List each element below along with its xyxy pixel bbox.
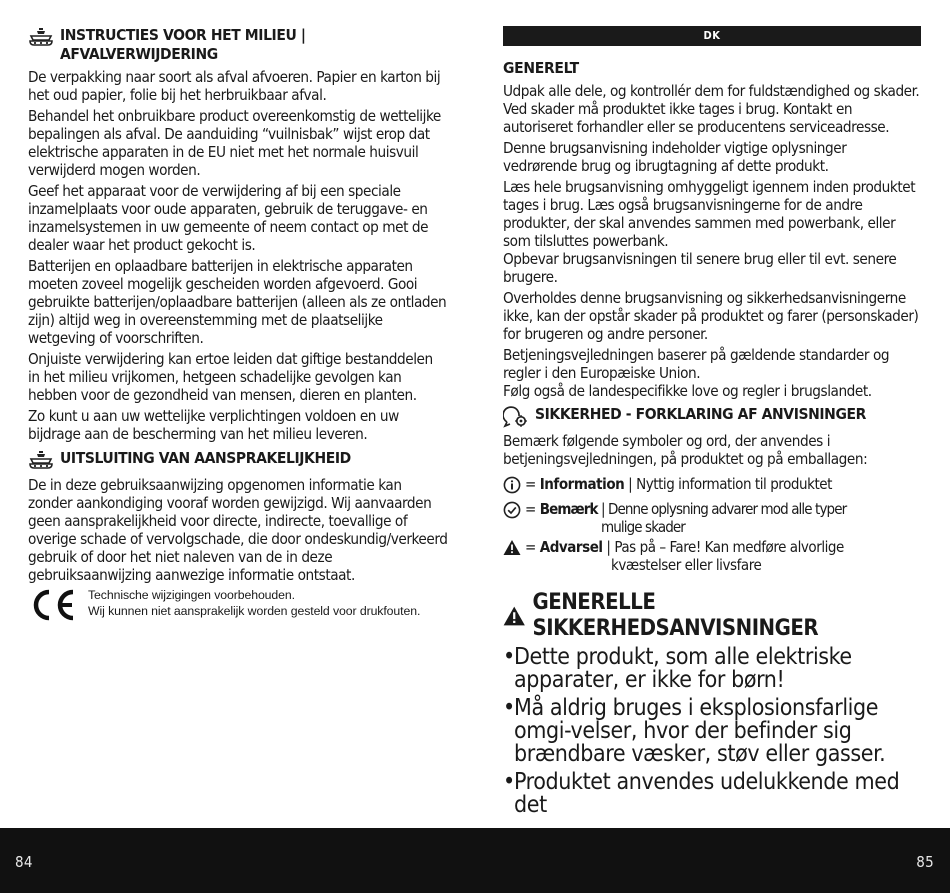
list-item: • Må aldrig bruges i eksplosionsfarlige omgi-velser, hvor der befinder sig brændbare væsker, støv eller gasser.: [503, 697, 921, 766]
paragraph: Batterijen en oplaadbare batterijen in elektrische apparaten moeten zoveel mogelijk gescheiden worden afgevoerd. Gooi gebruikte batterijen/oplaadbare batterijen (alleen als ze ontladen zijn) altijd weg in overeenstemming met de plaatselijke wetgeving of voorschriften.: [28, 257, 447, 347]
left-column: [28, 26, 448, 622]
bullet-text: Må aldrig bruges i eksplosionsfarlige omgi-velser, hvor der befinder sig brændbare væsker, støv eller gasser.: [514, 695, 886, 767]
section-environment-title: INSTRUCTIES VOOR HET MILIEU | AFVALVERWIJDERING: [60, 26, 306, 63]
section-general-title: GENERELT: [503, 59, 579, 77]
paragraph: De verpakking naar soort als afval afvoeren. Papier en karton bij het oud papier, folie bij het herbruikbaar afval.: [28, 68, 441, 104]
paragraph: Zo kunt u aan uw wettelijke verplichtingen voldoen en uw bijdrage aan de bescherming van het milieu leveren.: [28, 407, 399, 443]
ce-mark-label: CE: [28, 588, 30, 589]
warning-icon: [503, 539, 521, 556]
language-tab: DK: [503, 26, 921, 46]
symbol-description: | Denne oplysning advarer mod alle typer: [597, 500, 847, 518]
symbol-prefix: =: [525, 538, 540, 556]
ce-notice-text: [88, 588, 420, 619]
list-item: • Produktet anvendes udelukkende med det: [503, 771, 921, 817]
general-safety-title: GENERELLE SIKKERHEDSANVISNINGER: [532, 590, 819, 641]
safety-gear-icon: [503, 406, 529, 428]
symbol-prefix: =: [525, 500, 540, 518]
bullet-text: Produktet anvendes udelukkende med det: [514, 769, 900, 818]
general-safety-header: [503, 590, 921, 642]
recycle-bin-icon: [28, 27, 54, 49]
symbol-row-note: [503, 500, 921, 536]
ce-notice: [28, 588, 448, 622]
paragraph: Denne brugsanvisning indeholder vigtige oplysninger vedrørende brug og ibrugtagning af dette produkt.: [503, 139, 847, 175]
symbol-description: | Nyttig information til produktet: [624, 475, 833, 493]
paragraph: Opbevar brugsanvisningen til senere brug eller til evt. senere brugere.: [503, 250, 897, 286]
right-column: [503, 26, 921, 822]
paragraph: Onjuiste verwijdering kan ertoe leiden dat giftige bestanddelen in het milieu vrijkomen, hetgeen schadelijke gevolgen kan hebben voor de gezondheid van mensen, dieren en planten.: [28, 350, 433, 404]
paragraph: Bemærk følgende symboler og ord, der anvendes i betjeningsvejledningen, på produktet og på emballagen:: [503, 432, 868, 468]
ce-line: Wij kunnen niet aansprakelijk worden gesteld voor drukfouten.: [88, 603, 421, 618]
symbol-word: Advarsel: [539, 538, 603, 556]
page-number-right: 85: [916, 853, 934, 871]
symbol-word: Bemærk: [539, 500, 598, 518]
section-environment-header: [28, 26, 448, 64]
symbol-description-cont: mulige skader: [601, 518, 685, 536]
section-safety-title: SIKKERHED - FORKLARING AF ANVISNINGER: [535, 405, 866, 423]
paragraph: Behandel het onbruikbare product overeenkomstig de wettelijke bepalingen als afval. De aanduiding “vuilnisbak” wijst erop dat elektrische apparaten in de EU niet met het normale huisvuil verwijderd mogen worden.: [28, 107, 441, 179]
info-icon: [503, 476, 521, 494]
paragraph: Geef het apparaat voor de verwijdering af bij een speciale inzamelplaats voor oude apparaten, gebruik de teruggave- en inzamelsystemen in uw gemeente of neem contact op met de dealer waar het product gekocht is.: [28, 182, 429, 254]
ce-mark-icon: [28, 588, 78, 622]
symbol-description: | Pas på – Fare! Kan medføre alvorlige: [602, 538, 844, 556]
paragraph: Læs hele brugsanvisning omhyggeligt igennem inden produktet tages i brug. Læs også brugsanvisningerne for de andre produkter, der skal anvendes sammen med powerbank, eller som tilsluttes powerbank.: [503, 178, 916, 250]
ce-line: Technische wijzigingen voorbehouden.: [88, 588, 295, 602]
section-liability-title: UITSLUITING VAN AANSPRAKELIJKHEID: [60, 449, 351, 467]
paragraph: Betjeningsvejledningen baserer på gældende standarder og regler i den Europæiske Union.: [503, 346, 890, 382]
symbol-prefix: =: [525, 475, 540, 493]
page-footer: [0, 828, 950, 893]
page-number-left: 84: [15, 853, 33, 871]
paragraph: De in deze gebruiksaanwijzing opgenomen informatie kan zonder aankondiging vooraf worden gewijzigd. Wij aanvaarden geen aansprakelijkheid voor directe, indirecte, toevallige of overige schade of vervolgschade, die door ondeskundig/verkeerd gebruik of door het niet naleven van de in deze gebruiksaanwijzing aanwezige informatie ontstaat.: [28, 476, 448, 584]
recycle-bin-icon: [28, 450, 54, 472]
symbol-description-cont: kvæstelser eller livsfare: [611, 556, 762, 574]
symbol-row-warning: [503, 538, 921, 574]
warning-icon: [503, 605, 525, 627]
section-liability-header: [28, 449, 448, 472]
symbol-word: Information: [539, 475, 625, 493]
paragraph: Overholdes denne brugsanvisning og sikkerhedsanvisningerne ikke, kan der opstår skader på produktet og farer (personskader) for brugeren og andre personer.: [503, 289, 919, 343]
paragraph: Følg også de landespecifikke love og regler i brugslandet.: [503, 382, 872, 400]
bullet-text: Dette produkt, som alle elektriske apparater, er ikke for børn!: [514, 644, 852, 693]
list-item: • Dette produkt, som alle elektriske apparater, er ikke for børn!: [503, 646, 921, 692]
paragraph: Udpak alle dele, og kontrollér dem for fuldstændighed og skader. Ved skader må produktet ikke tages i brug. Kontakt en autoriseret forhandler eller se producentens serviceadresse.: [503, 82, 920, 136]
section-safety-header: [503, 405, 921, 428]
check-circle-icon: [503, 501, 521, 519]
symbol-row-information: [503, 475, 921, 498]
